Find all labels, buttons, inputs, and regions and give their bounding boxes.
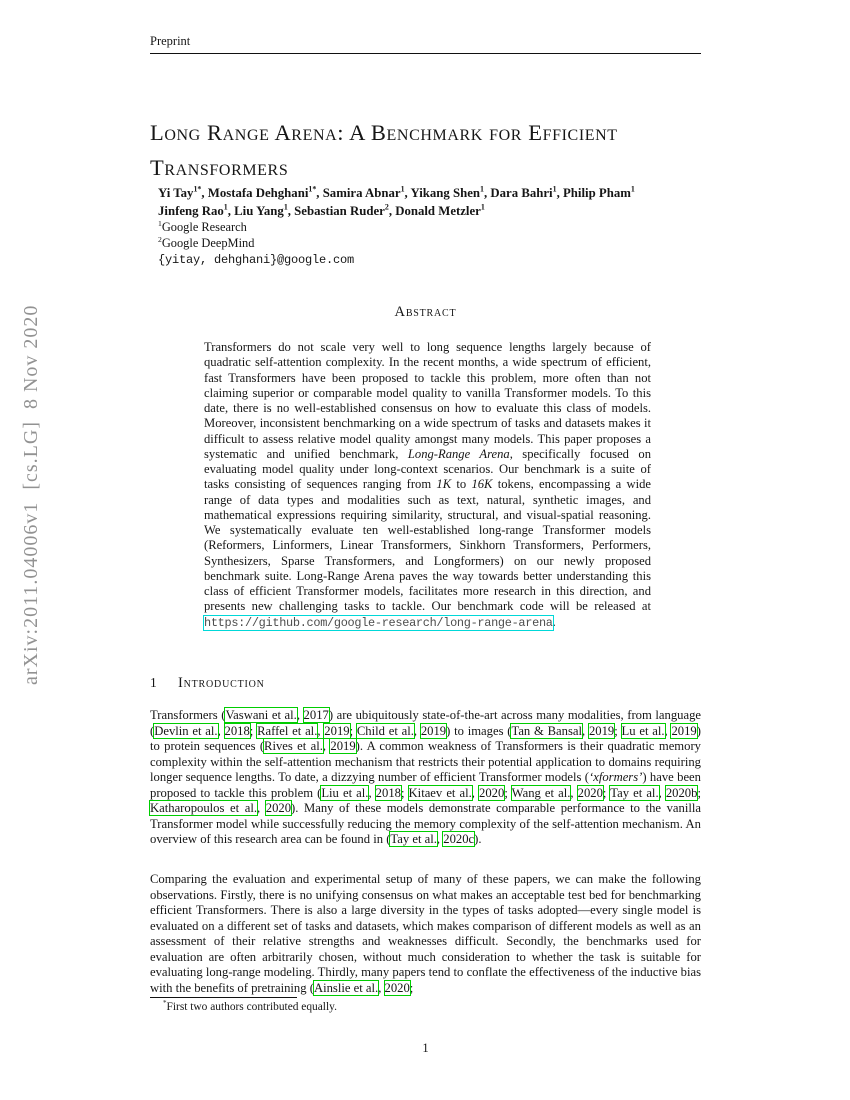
intro-paragraph-2 [150, 872, 701, 996]
text-segment: ). Many of these models demonstrate comparable performance to the vanilla Transformer model while successfully reducing the memory complexity of the self-attention mechanism. An overview of this research area can be found in ( [150, 801, 701, 847]
citation-link[interactable]: 2020b [665, 785, 698, 800]
text-segment: 1 [400, 184, 405, 194]
text-segment: First two authors contributed equally. [166, 1001, 337, 1013]
abstract-body [204, 340, 651, 631]
text-segment: 1 [223, 202, 228, 212]
text-segment: ) have been proposed to tackle this problem ( [150, 770, 701, 800]
page-header [150, 34, 701, 54]
text-segment: 16K [471, 477, 493, 492]
text-segment: , [664, 723, 672, 738]
section-heading-introduction [150, 675, 701, 692]
text-segment: ) to protein sequences ( [150, 723, 701, 754]
text-segment: 1 [480, 202, 485, 212]
text-segment: , Liu Yang [227, 204, 284, 218]
repo-url-link[interactable]: https://github.com/google-research/long-range-arena [204, 615, 553, 630]
citation-link[interactable]: Liu et al. [321, 785, 369, 800]
text-segment: , [658, 785, 666, 800]
citation-link[interactable]: Tay et al. [610, 785, 659, 800]
citation-link[interactable]: Ainslie et al. [313, 980, 379, 995]
text-segment: Long-Range Arena [407, 446, 510, 461]
citation-link[interactable]: 2019 [420, 723, 447, 738]
text-segment: , [436, 832, 444, 847]
text-segment: ; [249, 723, 258, 738]
text-segment: Transformers do not scale very well to long sequence lengths largely because of quadratic self-attention complexity. In the recent months, a wide spectrum of efficient, fast Transformers have been proposed to tackle this problem, more often than not claiming superior or comparable model quality to vanilla Transformer models. To this date, there is no well-established consensus on how to evaluate this class of models. Moreover, inconsistent benchmarking on a wide spectrum of tasks and datasets makes it difficult to assess relative model quality amongst many models. This paper proposes a systematic and unified benchmark, [204, 340, 651, 461]
citation-link[interactable]: Lu et al. [621, 723, 665, 738]
footnote-text [150, 998, 701, 1013]
text-segment: ; [614, 723, 622, 738]
text-segment: to [451, 477, 472, 492]
citation-link[interactable]: 2020c [443, 832, 475, 847]
citation-link[interactable]: Raffel et al. [257, 723, 318, 738]
citation-link[interactable]: Devlin et al. [154, 723, 218, 738]
section-number: 1 [150, 675, 157, 690]
text-segment: ; [504, 785, 512, 800]
authors-block [158, 184, 703, 268]
header-label: Preprint [150, 34, 191, 48]
text-segment: Transformers ( [150, 708, 226, 722]
text-segment: tokens, encompassing a wide range of data types and modalities such as text, natural, synthetic images, and mathematical expressions requiring similarity, structural, and visual-spatial reasoning. We systematically evaluate ten well-established long-range Transformer models (Reformers, Linformers, Linear Transformers, Sinkhorn Transformers, Performers, Synthesizers, Sparse Transformers, and Longformers) on our newly proposed benchmark suite. Long-Range Arena paves the way towards better understanding this class of efficient Transformer models, facilitates more research in this direction, and presents new challenging tasks to tackle. Our benchmark code will be released at [204, 477, 651, 614]
text-segment: ; [409, 980, 414, 995]
citation-link[interactable]: Wang et al. [511, 785, 571, 800]
text-segment: ; [697, 785, 701, 800]
citation-link[interactable]: 2018 [375, 785, 401, 800]
text-segment: Comparing the evaluation and experimental setup of many of these papers, we can make the following observations. Firstly, there is no unifying consensus on what makes an acceptable test bed for benchmarking efficient Transformers. There is also a large diversity in the types of tasks adopted—every single model is evaluated on a different set of tasks and datasets, which makes comparison of different models as well as an assessment of their relative strengths and weaknesses difficult. Secondly, the benchmarks used for evaluation are often arbitrarily chosen, without much consideration to whether the task is suitable for evaluating long-range modeling. Thirdly, many papers tend to conflate the effectiveness of the inductive bias with the benefits of pretraining ( [150, 872, 701, 995]
text-segment: , [296, 708, 304, 722]
section-name: Introduction [178, 675, 265, 691]
text-segment: , [582, 723, 589, 738]
citation-link[interactable]: 2019 [330, 739, 356, 754]
citation-link[interactable]: Katharopoulos et al. [150, 801, 257, 816]
text-segment: , [413, 723, 421, 738]
citation-link[interactable]: 2018 [224, 723, 250, 738]
text-segment: , specifically focused on evaluating model quality under long-context scenarios. Our benchmark is a suite of tasks consisting of sequences ranging from [204, 446, 651, 492]
text-segment: ‘xformers’ [589, 770, 643, 785]
citation-link[interactable]: 2019 [588, 723, 615, 738]
intro-paragraph-1 [150, 708, 701, 848]
abstract-heading: Abstract [394, 304, 457, 320]
paper-title: Long Range Arena: A Benchmark for Efficient Transformers [150, 120, 618, 181]
text-segment: ). [474, 832, 482, 847]
text-segment: Yi Tay [158, 186, 194, 200]
citation-link[interactable]: Tay et al. [390, 832, 437, 847]
text-segment: , Philip Pham [556, 186, 631, 200]
author-line-2 [158, 202, 703, 220]
text-segment: , [570, 785, 578, 800]
citation-link[interactable]: Rives et al. [264, 739, 323, 754]
text-segment: , [257, 801, 266, 816]
text-segment: 1 [630, 184, 635, 194]
text-segment: , Mostafa Dehghani [201, 186, 309, 200]
text-segment: ; [349, 723, 357, 738]
text-segment: . [552, 614, 556, 629]
citation-link[interactable]: 2020 [384, 980, 410, 995]
text-segment: 1* [308, 184, 317, 194]
text-segment: , Sebastian Ruder [287, 204, 385, 218]
page-number: 1 [422, 1041, 429, 1055]
text-segment: 1 [552, 184, 557, 194]
text-segment: ; [400, 785, 409, 800]
text-segment: ) to images ( [446, 723, 512, 738]
text-segment: , Dara Bahri [484, 186, 553, 200]
text-segment: Google Research [161, 220, 247, 234]
citation-link[interactable]: Kitaev et al. [408, 785, 472, 800]
text-segment: * [163, 999, 167, 1008]
text-segment: Jinfeng Rao [158, 204, 224, 218]
text-segment: 1 [480, 184, 485, 194]
text-segment: , Samira Abnar [316, 186, 401, 200]
text-segment: 1 [158, 218, 162, 228]
author-line-1 [158, 184, 703, 202]
citation-link[interactable]: Tan & Bansal [511, 723, 583, 738]
footnote-block [150, 997, 701, 1013]
text-segment: ; [602, 785, 611, 800]
citation-link[interactable]: Child et al. [356, 723, 414, 738]
citation-link[interactable]: 2019 [671, 723, 697, 738]
text-segment: , [471, 785, 480, 800]
text-segment: 1* [193, 184, 202, 194]
text-segment: , Donald Metzler [388, 204, 481, 218]
text-segment: 2 [384, 202, 389, 212]
text-segment: ) are ubiquitously state-of-the-art across many modalities, from language ( [150, 708, 701, 738]
author-emails: {yitay, dehghani}@google.com [158, 253, 355, 267]
text-segment: Google DeepMind [161, 235, 255, 250]
affiliation-1 [158, 220, 703, 236]
affiliation-2 [158, 236, 703, 252]
text-segment: 1 [283, 202, 288, 212]
citation-link[interactable]: Vaswani et al. [225, 708, 297, 722]
text-segment: , [217, 723, 225, 738]
text-segment: , [317, 723, 325, 738]
text-segment: ). A common weakness of Transformers is their quadratic memory complexity within the self-attention mechanism that restricts their potential application to domains requiring longer sequence lengths. To date, a dizzying number of efficient Transformer models ( [150, 739, 701, 785]
citation-link[interactable]: 2020 [479, 785, 505, 800]
citation-link[interactable]: 2020 [265, 801, 292, 816]
citation-link[interactable]: 2020 [577, 785, 603, 800]
citation-link[interactable]: 2017 [303, 708, 329, 722]
text-segment: , [368, 785, 376, 800]
citation-link[interactable]: 2019 [324, 723, 350, 738]
text-segment: , [322, 739, 331, 754]
text-segment: , Yikang Shen [404, 186, 481, 200]
text-segment: 1K [436, 477, 452, 492]
text-segment: 2 [158, 234, 162, 244]
arxiv-watermark: arXiv:2011.04006v1 [cs.LG] 8 Nov 2020 [20, 304, 42, 686]
text-segment: , [378, 980, 385, 995]
